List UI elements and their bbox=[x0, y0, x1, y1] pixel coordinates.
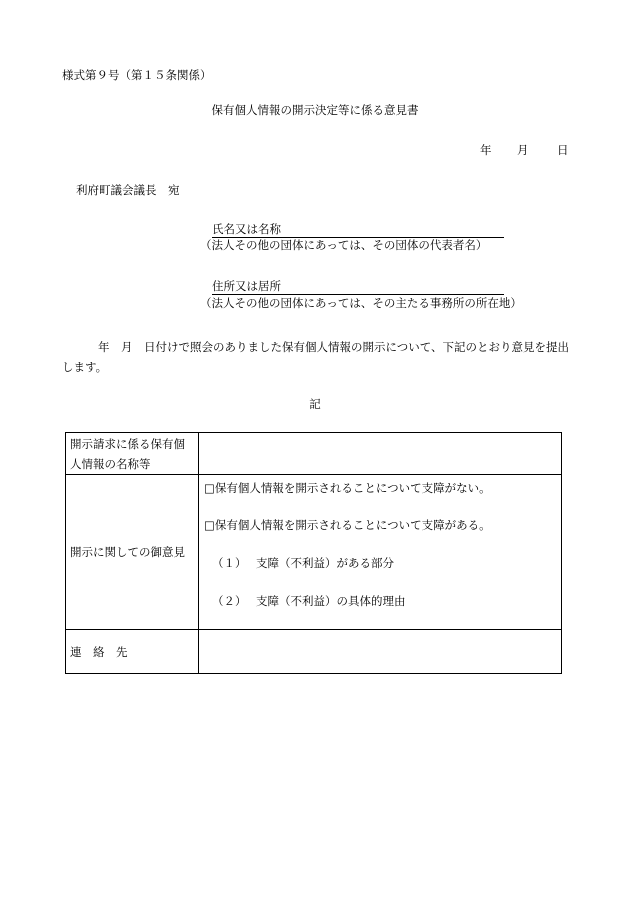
table-row bbox=[66, 475, 562, 630]
info-name-cell[interactable] bbox=[199, 433, 562, 475]
info-name-label: 開示請求に係る保有個人情報の名称等 bbox=[66, 433, 199, 475]
opinion-table bbox=[65, 432, 562, 674]
table-row bbox=[66, 630, 562, 674]
item-number: （１） bbox=[212, 556, 247, 570]
date-year: 年 bbox=[480, 143, 492, 157]
list-item bbox=[212, 555, 394, 571]
name-note: （法人その他の団体にあっては、その団体の代表者名） bbox=[200, 238, 488, 252]
item-text: 支障（不利益）がある部分 bbox=[256, 556, 394, 570]
contact-cell[interactable] bbox=[199, 630, 562, 674]
table-row bbox=[66, 433, 562, 475]
opinion-cell bbox=[199, 475, 562, 630]
document-title: 保有個人情報の開示決定等に係る意見書 bbox=[211, 103, 419, 117]
option-no-issue[interactable]: □保有個人情報を開示されることについて支障がない。 bbox=[204, 481, 491, 495]
name-label: 氏名又は名称 bbox=[212, 222, 281, 236]
address-label: 住所又は居所 bbox=[212, 279, 281, 293]
opinion-label: 開示に関しての御意見 bbox=[66, 475, 199, 630]
option-issue[interactable]: □保有個人情報を開示されることについて支障がある。 bbox=[204, 518, 491, 532]
item-number: （２） bbox=[212, 594, 247, 608]
form-number: 様式第９号（第１５条関係） bbox=[62, 68, 212, 82]
body-text: 年 月 日付けで照会のありました保有個人情報の開示について、下記のとおり意見を提出します。 bbox=[62, 340, 570, 374]
date-day: 日 bbox=[557, 143, 569, 157]
item-text: 支障（不利益）の具体的理由 bbox=[256, 594, 406, 608]
addressee: 利府町議会議長 宛 bbox=[76, 183, 180, 197]
contact-label: 連 絡 先 bbox=[66, 630, 199, 674]
address-field[interactable] bbox=[212, 279, 504, 295]
date-month: 月 bbox=[517, 143, 529, 157]
list-item bbox=[212, 593, 406, 609]
name-field[interactable] bbox=[212, 222, 504, 238]
address-note: （法人その他の団体にあっては、その主たる事務所の所在地） bbox=[200, 296, 522, 310]
ki-heading: 記 bbox=[309, 397, 321, 411]
